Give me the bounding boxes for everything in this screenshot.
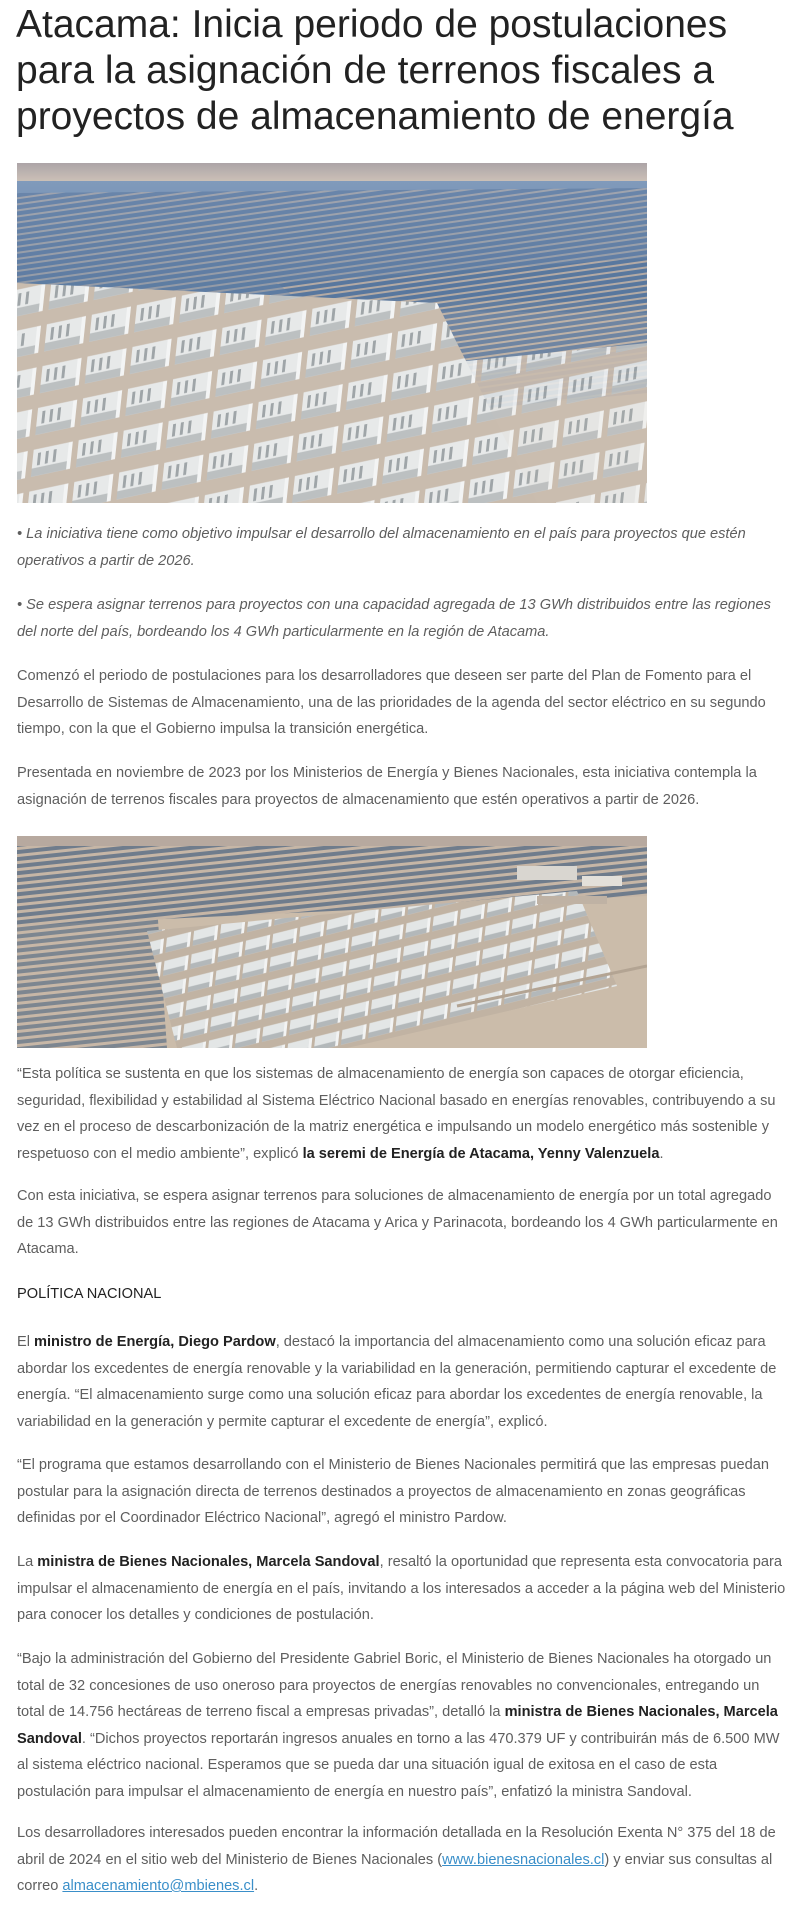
paragraph-5 — [17, 1329, 787, 1435]
paragraph-3-text — [17, 1061, 787, 1167]
lead-bullet-2 — [17, 592, 787, 645]
paragraph-6-text: “El programa que estamos desarrollando con el Ministerio de Bienes Nacionales permitirá que las empresas puedan postular para la asignación directa de terrenos destinados a proyectos de almacenamiento en zonas geográficas definidas por el Coordinador Eléctrico Nacional”, agregó el ministro Pardow. — [17, 1457, 769, 1526]
paragraph-9 — [17, 1820, 787, 1900]
lead-bullet-2-text: • Se espera asignar terrenos para proyectos con una capacidad agregada de 13 GWh distribuidos entre las regiones del norte del país, bordeando los 4 GWh particularmente en la región de Atacama. — [17, 597, 771, 640]
paragraph-3 — [17, 1061, 787, 1167]
paragraph-4-text: Con esta iniciativa, se espera asignar terrenos para soluciones de almacenamiento de energía por un total agregado de 13 GWh distribuidos entre las regiones de Atacama y Arica y Parinacota, bordeando los 4 GWh particularmente en Atacama. — [17, 1188, 778, 1257]
paragraph-7 — [17, 1549, 787, 1629]
paragraph-5-pre: El — [17, 1334, 35, 1350]
bienes-nacionales-website-link[interactable]: www.bienesnacionales.cl — [442, 1851, 605, 1868]
paragraph-3-body: “Esta política se sustenta en que los sistemas de almacenamiento de energía son capaces de otorgar eficiencia, seguridad, flexibilidad y estabilidad al Sistema Eléctrico Nacional basado en energías renovables, contribuyendo a su vez en el proceso de descarbonización de la matriz energética e impulsando un modelo energético más sostenible y respetuoso con el medio ambiente”, explicó — [17, 1066, 776, 1162]
national-assets-minister-name: ministra de Bienes Nacionales, Marcela Sandoval — [37, 1554, 380, 1570]
paragraph-5-text — [17, 1329, 787, 1435]
paragraph-5-body: , destacó la importancia del almacenamiento como una solución eficaz para abordar los excedentes de energía renovable y la variabilidad en la generación, permitiendo capturar el excedente de energía. “El almacenamiento surge como una solución eficaz para abordar los excedentes de energía renovable, la variabilidad en la generación y permite capturar el excedente de energía”, explicó. — [17, 1334, 777, 1430]
paragraph-9-end: . — [254, 1878, 259, 1894]
paragraph-9-mid: ) y enviar sus consultas al correo — [17, 1851, 773, 1894]
article-title: Atacama: Inicia periodo de postulaciones para la asignación de terrenos fiscales a proyectos de almacenamiento de energía — [16, 3, 734, 138]
paragraph-8-text — [17, 1646, 787, 1805]
storage-site-illustration — [17, 836, 647, 1048]
paragraph-1-text: Comenzó el periodo de postulaciones para los desarrolladores que deseen ser parte del Plan de Fomento para el Desarrollo de Sistemas de Almacenamiento, una de las prioridades de la agenda del sector eléctrico en su segundo tiempo, con la que el Gobierno impulsa la transición energética. — [17, 668, 766, 737]
lead-bullet-1-text: • La iniciativa tiene como objetivo impulsar el desarrollo del almacenamiento en el país para proyectos que estén operativos a partir de 2026. — [17, 526, 746, 569]
battery-storage-illustration — [17, 163, 647, 503]
paragraph-7-body: , resaltó la oportunidad que representa esta convocatoria para impulsar el almacenamiento de energía en el país, invitando a los interesados a acceder a la página web del Ministerio para conocer los detalles y condiciones de postulación. — [17, 1554, 786, 1623]
paragraph-2 — [17, 760, 787, 813]
battery-storage-photo — [17, 163, 647, 503]
lead-bullet-1 — [17, 521, 787, 574]
paragraph-7-text — [17, 1549, 787, 1629]
storage-site-aerial-photo — [17, 836, 647, 1048]
national-assets-minister-name-2: ministra de Bienes Nacionales, Marcela Sandoval — [17, 1704, 778, 1747]
paragraph-3-end: . — [659, 1145, 664, 1162]
paragraph-1 — [17, 663, 787, 743]
paragraph-7-pre: La — [17, 1554, 38, 1570]
seremi-name: la seremi de Energía de Atacama, Yenny Valenzuela — [302, 1145, 660, 1162]
paragraph-2-text: Presentada en noviembre de 2023 por los Ministerios de Energía y Bienes Nacionales, esta iniciativa contempla la asignación de terrenos fiscales para proyectos de almacenamiento que estén operativos a partir de 2026. — [17, 765, 757, 808]
paragraph-4 — [17, 1183, 787, 1263]
paragraph-8-body: “Bajo la administración del Gobierno del Presidente Gabriel Boric, el Ministerio de Bienes Nacionales ha otorgado un total de 32 concesiones de uso oneroso para proyectos de energías renovables no convencionales, entregando un total de 14.756 hectáreas de terreno fiscal a empresas privadas”, detalló la — [17, 1651, 772, 1720]
paragraph-9-body: Los desarrolladores interesados pueden encontrar la información detallada en la Resolución Exenta N° 375 del 18 de abril de 2024 en el sitio web del Ministerio de Bienes Nacionales ( — [17, 1825, 776, 1868]
section-heading-text: POLÍTICA NACIONAL — [17, 1286, 162, 1302]
paragraph-9-text — [17, 1820, 787, 1900]
paragraph-8 — [17, 1646, 787, 1805]
section-heading — [17, 1281, 787, 1307]
paragraph-8-end: . “Dichos proyectos reportarán ingresos anuales en torno a las 470.379 UF y contribuirán más de 6.500 MW al sistema eléctrico nacional. Esperamos que se pueda dar una situación igual de exitosa en el caso de esta postulación para impulsar el almacenamiento de energía en nuestro país”, enfatizó la ministra Sandoval. — [17, 1730, 780, 1800]
energy-minister-name: ministro de Energía, Diego Pardow — [34, 1334, 276, 1350]
contact-email-link[interactable]: almacenamiento@mbienes.cl — [62, 1878, 255, 1894]
paragraph-6 — [17, 1452, 787, 1532]
